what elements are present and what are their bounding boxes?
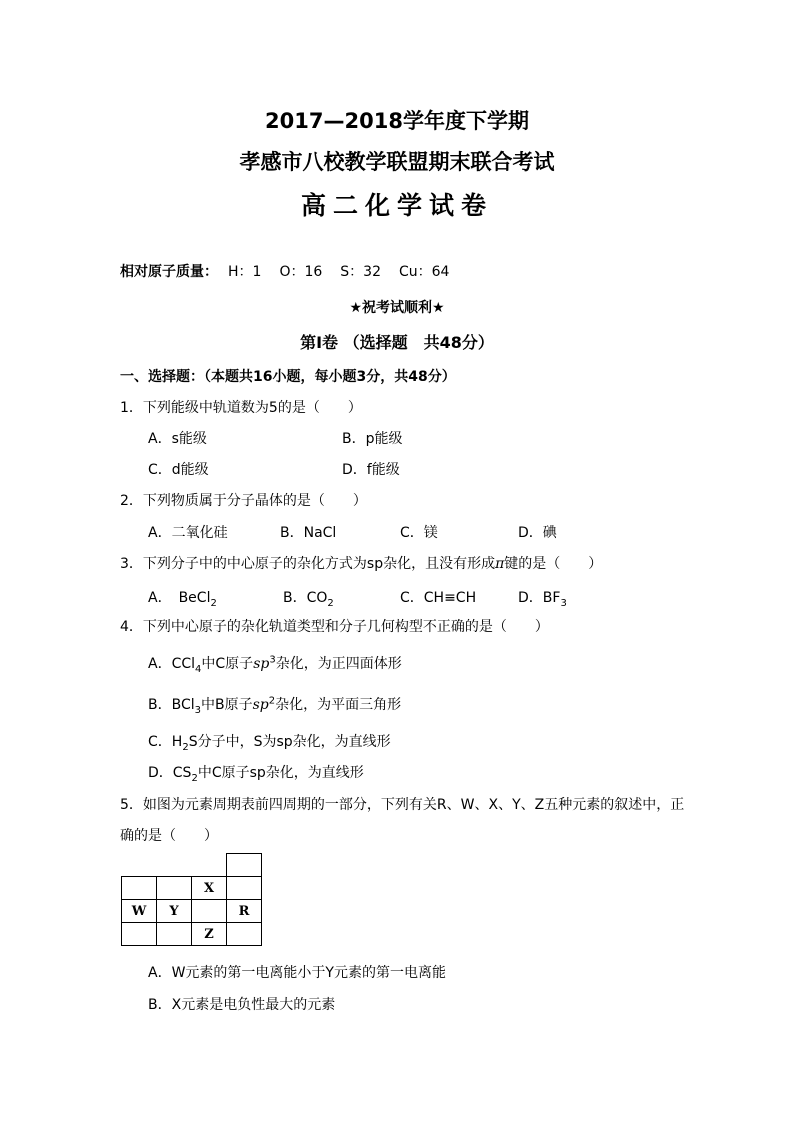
q3-stem-post: 键的是（ ）	[504, 556, 603, 572]
q4-b-sp: sp	[252, 697, 269, 713]
q3-b-text: B．CO	[283, 590, 328, 606]
q4-b-post: 杂化，为平面三角形	[275, 697, 402, 713]
pt-cell	[157, 923, 192, 946]
q4-option-c	[148, 733, 391, 751]
q3-option-a	[148, 589, 217, 607]
pt-cell	[227, 877, 262, 900]
q3-option-b	[283, 589, 334, 607]
part-title: 第Ⅰ卷 （选择题 共48分）	[300, 333, 494, 352]
q4-stem: 4．下列中心原子的杂化轨道类型和分子几何构型不正确的是（ ）	[120, 619, 549, 635]
pt-cell	[227, 923, 262, 946]
q3-stem	[120, 555, 602, 573]
pt-cell-x: X	[192, 877, 227, 900]
q4-option-d	[148, 764, 364, 782]
mass-o: O：16	[279, 264, 323, 280]
q4-a-text: A．CCl	[148, 656, 196, 672]
exam-subject-title: 高二化学试卷	[300, 191, 493, 220]
q4-a-mid: 中C原子	[201, 656, 254, 672]
q5-stem-line1: 5．如图为元素周期表前四周期的一部分，下列有关R、W、X、Y、Z五种元素的叙述中，正	[120, 797, 685, 813]
q4-a-subscript: 4	[195, 663, 202, 675]
mass-label: 相对原子质量：	[120, 264, 218, 280]
q4-c-subscript: 2	[182, 741, 189, 753]
q1-option-b: B．p能级	[342, 431, 403, 447]
q1-option-d: D．f能级	[342, 462, 400, 478]
pt-cell	[157, 877, 192, 900]
q4-option-b	[148, 696, 401, 714]
q3-stem-pre: 3．下列分子中的中心原子的杂化方式为sp杂化，且没有形成	[120, 556, 496, 572]
periodic-table-fragment	[121, 853, 262, 946]
pt-empty-cell	[192, 854, 227, 877]
q4-c-text: C．H	[148, 734, 183, 750]
q2-option-b: B．NaCl	[280, 525, 337, 541]
q4-b-subscript: 3	[194, 704, 202, 716]
mass-h: H：1	[228, 264, 262, 280]
q5-option-a: A．W元素的第一电离能小于Y元素的第一电离能	[148, 965, 446, 981]
q4-d-post: 中C原子sp杂化，为直线形	[197, 765, 364, 781]
q1-stem: 1．下列能级中轨道数为5的是（ ）	[120, 400, 362, 416]
q4-a-superscript: 3	[269, 654, 276, 666]
q4-b-mid: 中B原子	[201, 697, 253, 713]
pt-cell-r: R	[227, 900, 262, 923]
q3-d-subscript: 3	[560, 597, 567, 609]
pt-cell-w: W	[122, 900, 157, 923]
pi-symbol: π	[495, 556, 505, 572]
q4-a-post: 杂化，为正四面体形	[275, 656, 402, 672]
q4-option-a	[148, 655, 402, 673]
relative-atomic-mass	[120, 263, 449, 281]
q1-option-a: A．s能级	[148, 431, 207, 447]
q2-option-a: A．二氧化硅	[148, 525, 228, 541]
mass-cu: Cu：64	[398, 264, 450, 280]
pt-cell-z: Z	[192, 923, 227, 946]
q5-option-b: B．X元素是电负性最大的元素	[148, 997, 336, 1013]
pt-cell-top-right	[227, 854, 262, 877]
exam-union-title: 孝感市八校教学联盟期末联合考试	[239, 150, 555, 174]
pt-cell	[122, 923, 157, 946]
q3-d-text: D．BF	[518, 590, 561, 606]
q5-stem-line2: 确的是（ ）	[120, 828, 218, 844]
q2-option-d: D．碘	[518, 525, 557, 541]
q4-a-sp: sp	[253, 656, 270, 672]
q1-option-c: C．d能级	[148, 462, 209, 478]
section-title: 一、选择题：（本题共16小题，每小题3分，共48分）	[120, 369, 456, 385]
q4-c-post: S分子中，S为sp杂化，为直线形	[188, 734, 391, 750]
q3-option-d	[518, 589, 567, 607]
pt-empty-cell	[122, 854, 157, 877]
q4-b-superscript: 2	[268, 695, 276, 707]
q4-b-text: B．BCl	[148, 697, 195, 713]
pt-cell	[192, 900, 227, 923]
q2-option-c: C．镁	[400, 525, 438, 541]
pt-cell-y: Y	[157, 900, 192, 923]
pt-empty-cell	[157, 854, 192, 877]
q4-d-text: D．CS	[148, 765, 192, 781]
blessing-line: ★祝考试顺利★	[349, 300, 445, 316]
q2-stem: 2．下列物质属于分子晶体的是（ ）	[120, 493, 367, 509]
q3-a-text: A． BeCl	[148, 590, 211, 606]
q3-b-subscript: 2	[327, 597, 334, 609]
exam-year-title: 2017—2018学年度下学期	[265, 109, 529, 133]
q3-a-subscript: 2	[210, 597, 217, 609]
pt-cell	[122, 877, 157, 900]
mass-s: S：32	[340, 264, 381, 280]
q3-option-c: C．CH≡CH	[400, 590, 477, 606]
q4-d-subscript: 2	[191, 772, 198, 784]
